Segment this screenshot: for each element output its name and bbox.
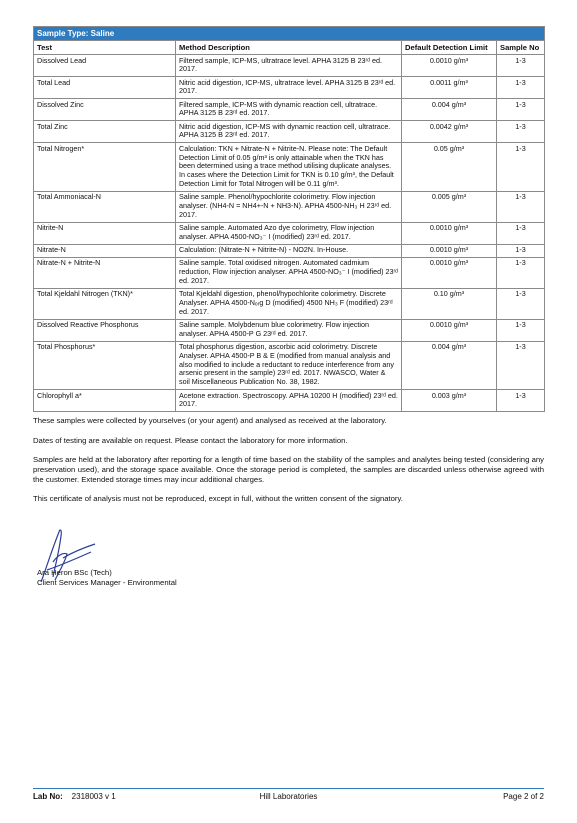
page-footer <box>33 788 544 801</box>
cell-method: Nitric acid digestion, ICP-MS, ultratrace level. APHA 3125 B 23ʳᵈ ed. 2017. <box>176 77 402 99</box>
cell-test: Total Phosphorus* <box>34 341 176 389</box>
cell-limit: 0.10 g/m³ <box>402 288 497 319</box>
cell-sample: 1-3 <box>497 143 545 191</box>
cell-sample: 1-3 <box>497 319 545 341</box>
sample-type-row <box>34 27 545 41</box>
table-row <box>34 288 545 319</box>
cell-sample: 1-3 <box>497 244 545 257</box>
cell-sample: 1-3 <box>497 121 545 143</box>
footer-page: Page 2 of 2 <box>503 792 544 801</box>
cell-sample: 1-3 <box>497 77 545 99</box>
cell-sample: 1-3 <box>497 257 545 288</box>
cell-method: Calculation: TKN + Nitrate-N + Nitrite-N. Please note: The Default Detection Limit of 0.05 g/m³ is only attainable when the TKN has been determined using a trace method utilising duplicate analyses. In cases where the Detection Limit for TKN is 0.10 g/m³, the Default Detection Limit for Total Nitrogen will be 0.11 g/m³. <box>176 143 402 191</box>
cell-limit: 0.0010 g/m³ <box>402 244 497 257</box>
cell-sample: 1-3 <box>497 99 545 121</box>
table-row <box>34 77 545 99</box>
table-row <box>34 121 545 143</box>
cell-method: Total phosphorus digestion, ascorbic acid colorimetry. Discrete Analyser. APHA 4500-P B & E (modified from manual analysis and also modified to include a reductant to reduce interference from any arsenic present in the sample) 23ʳᵈ ed. 2017. NWASCO, Water & soil Miscellaneous Publication No. 38, 1982. <box>176 341 402 389</box>
cell-test: Total Ammoniacal-N <box>34 191 176 222</box>
cell-sample: 1-3 <box>497 55 545 77</box>
cell-limit: 0.0010 g/m³ <box>402 319 497 341</box>
cell-method: Saline sample. Phenol/hypochlorite colorimetry. Flow injection analyser. (NH4-N = NH4+-N + NH3-N). APHA 4500-NH₃ H 23ʳᵈ ed. 2017. <box>176 191 402 222</box>
table-header-row <box>34 41 545 55</box>
note-collection: These samples were collected by yourselves (or your agent) and analysed as received at the laboratory. <box>33 416 387 426</box>
cell-test: Nitrate-N <box>34 244 176 257</box>
cell-sample: 1-3 <box>497 341 545 389</box>
table-row <box>34 99 545 121</box>
methods-table <box>33 26 545 412</box>
cell-sample: 1-3 <box>497 390 545 412</box>
cell-method: Total Kjeldahl digestion, phenol/hypochlorite colorimetry. Discrete Analyser. APHA 4500-Nₒᵣg D (modified) 4500 NH₃ F (modified) 23ʳᵈ ed. 2017. <box>176 288 402 319</box>
table-row <box>34 257 545 288</box>
cell-sample: 1-3 <box>497 191 545 222</box>
table-row <box>34 244 545 257</box>
cell-test: Chlorophyll a* <box>34 390 176 412</box>
notes-section <box>33 416 544 504</box>
cell-limit: 0.0010 g/m³ <box>402 222 497 244</box>
signatory-block <box>37 568 177 587</box>
cell-method: Saline sample. Molybdenum blue colorimetry. Flow injection analyser. APHA 4500-P G 23ʳᵈ ed. 2017. <box>176 319 402 341</box>
header-limit: Default Detection Limit <box>402 41 497 55</box>
cell-test: Nitrite-N <box>34 222 176 244</box>
cell-sample: 1-3 <box>497 222 545 244</box>
cell-limit: 0.0010 g/m³ <box>402 257 497 288</box>
footer-lab-label: Lab No: <box>33 792 63 801</box>
signatory-name: Ara Heron BSc (Tech) <box>37 568 112 577</box>
cell-test: Nitrate-N + Nitrite-N <box>34 257 176 288</box>
cell-limit: 0.005 g/m³ <box>402 191 497 222</box>
page-content <box>33 26 544 514</box>
cell-sample: 1-3 <box>497 288 545 319</box>
cell-limit: 0.05 g/m³ <box>402 143 497 191</box>
cell-limit: 0.003 g/m³ <box>402 390 497 412</box>
note-reproduction: This certificate of analysis must not be reproduced, except in full, without the written consent of the signatory. <box>33 494 403 504</box>
cell-test: Dissolved Reactive Phosphorus <box>34 319 176 341</box>
header-sample: Sample No <box>497 41 545 55</box>
cell-test: Dissolved Zinc <box>34 99 176 121</box>
cell-method: Calculation: (Nitrate-N + Nitrite-N) - NO2N. In-House. <box>176 244 402 257</box>
cell-test: Total Kjeldahl Nitrogen (TKN)* <box>34 288 176 319</box>
cell-method: Filtered sample, ICP-MS, ultratrace level. APHA 3125 B 23ʳᵈ ed. 2017. <box>176 55 402 77</box>
table-row <box>34 222 545 244</box>
header-method: Method Description <box>176 41 402 55</box>
footer-lab-number: 2318003 v 1 <box>71 792 116 801</box>
note-testing-dates: Dates of testing are available on request. Please contact the laboratory for more information. <box>33 435 348 445</box>
cell-test: Total Zinc <box>34 121 176 143</box>
table-row <box>34 390 545 412</box>
table-row <box>34 191 545 222</box>
table-row <box>34 341 545 389</box>
cell-method: Nitric acid digestion, ICP-MS with dynamic reaction cell, ultratrace. APHA 3125 B 23ʳᵈ ed. 2017. <box>176 121 402 143</box>
header-test: Test <box>34 41 176 55</box>
cell-test: Dissolved Lead <box>34 55 176 77</box>
cell-method: Saline sample. Automated Azo dye colorimetry, Flow injection analyser. APHA 4500-NO₃⁻ I (modified) 23ʳᵈ ed. 2017. <box>176 222 402 244</box>
note-storage: Samples are held at the laboratory after reporting for a length of time based on the stability of the samples and analytes being tested (considering any preservation used), and the storage space available. Once the storage period is completed, the samples are discarded unless otherwise agreed with the customer. Extended storage times may incur additional charges. <box>33 455 544 484</box>
cell-limit: 0.0010 g/m³ <box>402 55 497 77</box>
table-row <box>34 55 545 77</box>
cell-method: Acetone extraction. Spectroscopy. APHA 10200 H (modified) 23ʳᵈ ed. 2017. <box>176 390 402 412</box>
cell-method: Filtered sample, ICP-MS with dynamic reaction cell, ultratrace. APHA 3125 B 23ʳᵈ ed. 2017. <box>176 99 402 121</box>
signatory-title: Client Services Manager - Environmental <box>37 577 177 587</box>
cell-limit: 0.0011 g/m³ <box>402 77 497 99</box>
table-row <box>34 319 545 341</box>
cell-method: Saline sample. Total oxidised nitrogen. Automated cadmium reduction, Flow injection analyser. APHA 4500-NO₃⁻ I (modified) 23ʳᵈ ed. 2017. <box>176 257 402 288</box>
cell-test: Total Lead <box>34 77 176 99</box>
table-row <box>34 143 545 191</box>
cell-limit: 0.0042 g/m³ <box>402 121 497 143</box>
sample-type-label: Sample Type: Saline <box>34 27 545 41</box>
footer-company: Hill Laboratories <box>259 792 318 801</box>
cell-limit: 0.004 g/m³ <box>402 341 497 389</box>
cell-test: Total Nitrogen* <box>34 143 176 191</box>
cell-limit: 0.004 g/m³ <box>402 99 497 121</box>
